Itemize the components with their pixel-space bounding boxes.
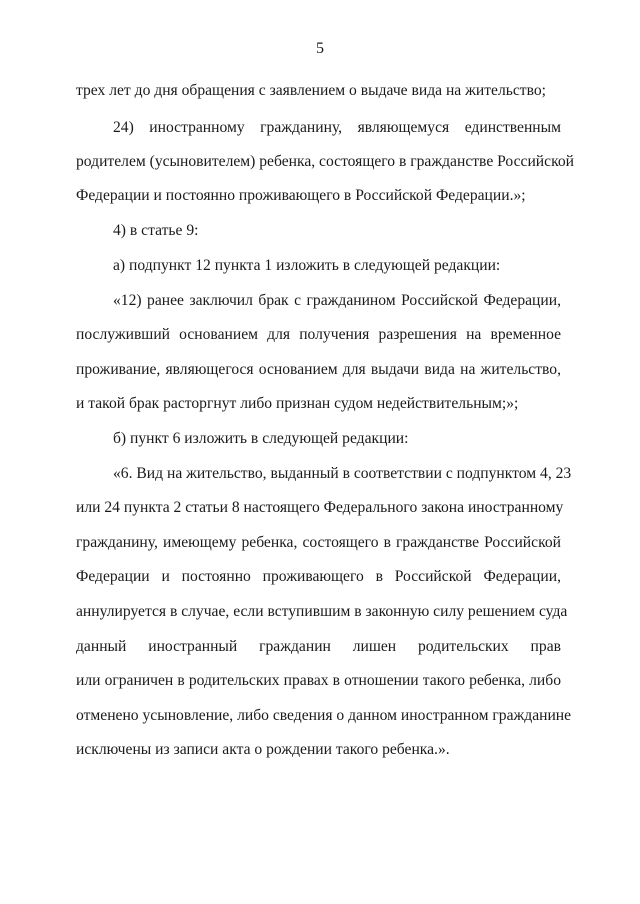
text-line: гражданину, имеющему ребенка, состоящего в гражданстве Российской <box>76 534 561 551</box>
text-line: проживание, являющегося основанием для выдачи вида на жительство, <box>76 361 561 378</box>
text-line: 24) иностранному гражданину, являющемуся единственным <box>113 119 561 136</box>
text-line: Федерации и постоянно проживающего в Российской Федерации, <box>76 568 561 585</box>
text-line: Федерации и постоянно проживающего в Российской Федерации.»; <box>76 187 526 204</box>
text-line: послуживший основанием для получения разрешения на временное <box>76 326 561 343</box>
text-line: данный иностранный гражданин лишен родительских прав <box>76 638 561 655</box>
text-line: или 24 пункта 2 статьи 8 настоящего Федерального закона иностранному <box>76 499 564 516</box>
text-line: или ограничен в родительских правах в отношении такого ребенка, либо <box>76 672 561 689</box>
text-line: родителем (усыновителем) ребенка, состоящего в гражданстве Российской <box>76 153 575 170</box>
text-line: б) пункт 6 изложить в следующей редакции: <box>113 430 409 447</box>
text-line: отменено усыновление, либо сведения о данном иностранном гражданине <box>76 707 572 724</box>
text-line: «6. Вид на жительство, выданный в соответствии с подпунктом 4, 23 <box>113 465 572 482</box>
text-line: и такой брак расторгнут либо признан судом недействительным;»; <box>76 395 519 412</box>
text-line: 4) в статье 9: <box>113 222 199 239</box>
page-number: 5 <box>316 40 324 57</box>
text-line: «12) ранее заключил брак с гражданином Российской Федерации, <box>113 292 561 309</box>
text-line: трех лет до дня обращения с заявлением о выдаче вида на жительство; <box>76 82 546 99</box>
text-line: аннулируется в случае, если вступившим в законную силу решением суда <box>76 603 568 620</box>
text-line: исключены из записи акта о рождении такого ребенка.». <box>76 741 450 758</box>
text-line: а) подпункт 12 пункта 1 изложить в следующей редакции: <box>113 257 501 274</box>
